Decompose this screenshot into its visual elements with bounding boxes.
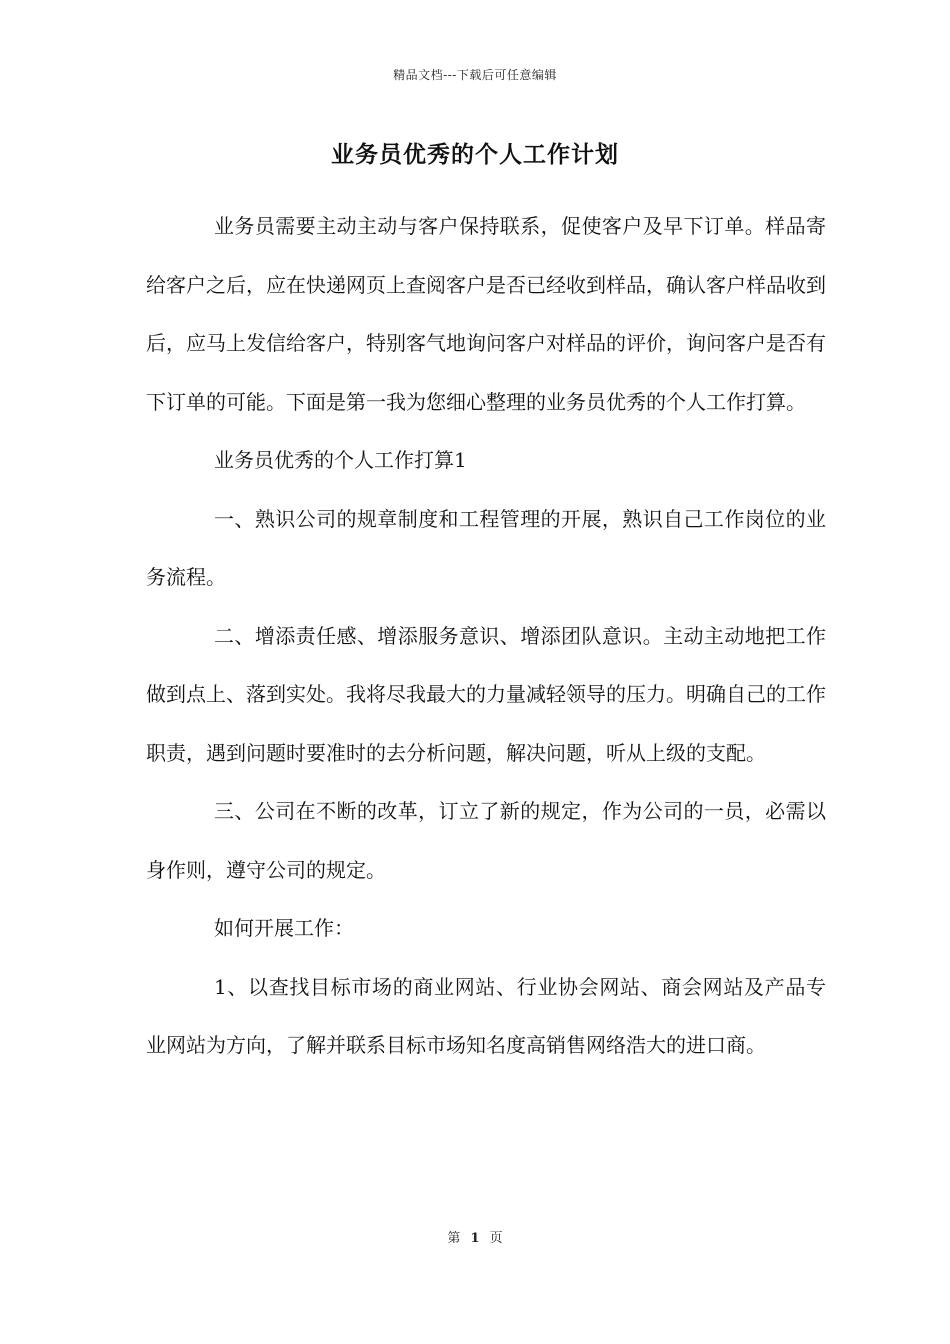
page-footer [0,1227,950,1246]
page-number: 1 [470,1231,480,1246]
paragraph-item-3: 三、公司在不断的改革，订立了新的规定，作为公司的一员，必需以身作则，遵守公司的规定。 [146,799,826,882]
paragraph-how-heading: 如何开展工作： [214,916,354,940]
paragraph-plan-heading: 业务员优秀的个人工作打算1 [214,448,467,472]
document-title: 业务员优秀的个人工作计划 [331,141,619,168]
page-number-suffix: 页 [489,1231,503,1246]
paragraph-step-1: 1、以查找目标市场的商业网站、行业协会网站、商会网站及产品专业网站为方向，了解并联系目标市场知名度高销售网络浩大的进口商。 [146,974,826,1057]
paragraph-item-1: 一、熟识公司的规章制度和工程管理的开展，熟识自己工作岗位的业务流程。 [146,506,826,589]
document-body [146,197,826,1075]
paragraph-intro: 业务员需要主动主动与客户保持联系，促使客户及早下订单。样品寄给客户之后，应在快递网页上查阅客户是否已经收到样品，确认客户样品收到后，应马上发信给客户，特别客气地询问客户对样品的评价，询问客户是否有下订单的可能。下面是第一我为您细心整理的业务员优秀的个人工作打算。 [146,214,826,414]
running-header: 精品文档---下载后可任意编辑 [393,68,557,82]
page-number-prefix: 第 [447,1231,461,1246]
paragraph-item-2: 二、增添责任感、增添服务意识、增添团队意识。主动主动地把工作做到点上、落到实处。我将尽我最大的力量减轻领导的压力。明确自己的工作职责，遇到问题时要准时的去分析问题，解决问题，听从上级的支配。 [146,623,826,765]
